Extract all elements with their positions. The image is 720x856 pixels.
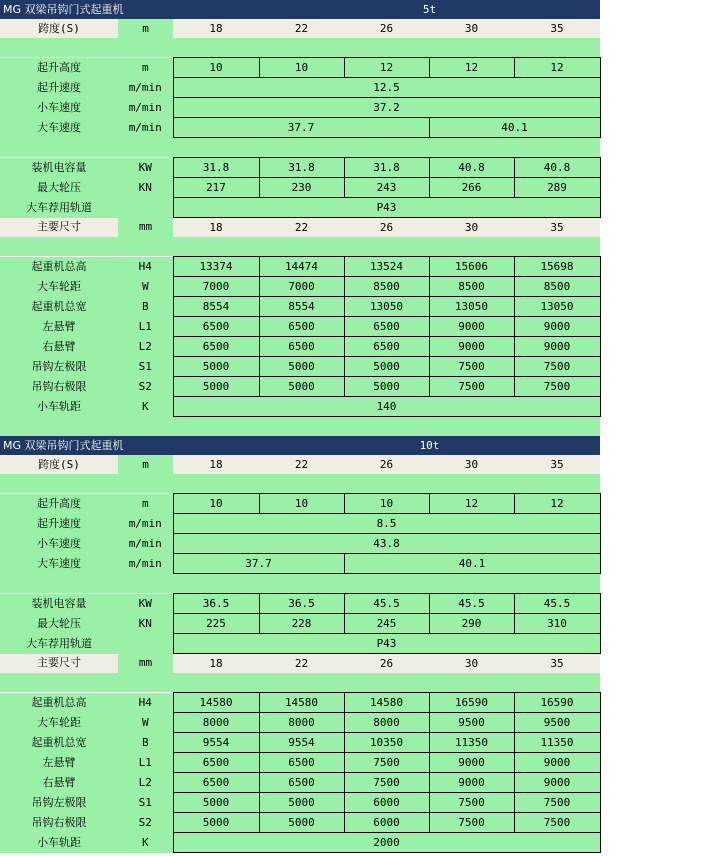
value-cell: 6500	[259, 773, 344, 793]
row-unit: S2	[118, 377, 173, 397]
header-unit: mm	[118, 654, 173, 674]
section-capacity: 5t	[259, 0, 600, 19]
spacer-row	[0, 673, 600, 693]
row-unit: KN	[118, 178, 173, 198]
row-label: 大车速度	[0, 554, 118, 574]
row-label: 大车轮距	[0, 713, 118, 733]
value-cell: 31.8	[173, 158, 259, 178]
spacer-cell	[0, 138, 600, 158]
header-span-value: 35	[514, 455, 600, 474]
spec-row	[0, 833, 600, 853]
row-label: 大车速度	[0, 118, 118, 138]
spacer-row	[0, 38, 600, 58]
value-cell: 14474	[259, 257, 344, 277]
value-cell: 10	[173, 58, 259, 78]
row-label: 最大轮压	[0, 614, 118, 634]
row-unit: S2	[118, 813, 173, 833]
value-cell: 5000	[259, 793, 344, 813]
spacer-cell	[0, 417, 600, 437]
spec-row	[0, 198, 600, 218]
value-cell: 14580	[259, 693, 344, 713]
value-cell: 40.8	[429, 158, 514, 178]
header-span-value: 30	[429, 218, 514, 238]
value-cell: 7500	[344, 773, 429, 793]
row-label: 大车荐用轨道	[0, 634, 118, 654]
spec-row	[0, 713, 600, 733]
row-unit: W	[118, 277, 173, 297]
header-label: 主要尺寸	[0, 218, 118, 238]
spec-row	[0, 317, 600, 337]
spec-row	[0, 753, 600, 773]
header-span-value: 22	[259, 654, 344, 674]
value-cell: 243	[344, 178, 429, 198]
header-span-value: 26	[344, 218, 429, 238]
value-cell: 8000	[173, 713, 259, 733]
header-span-value: 30	[429, 654, 514, 674]
value-cell: 266	[429, 178, 514, 198]
value-cell: 9500	[429, 713, 514, 733]
section-capacity: 10t	[259, 436, 600, 455]
row-unit: L2	[118, 337, 173, 357]
value-cell: 37.2	[173, 98, 600, 118]
spec-row	[0, 277, 600, 297]
row-unit: B	[118, 297, 173, 317]
spacer-cell	[0, 574, 600, 594]
row-unit: L1	[118, 317, 173, 337]
row-label: 最大轮压	[0, 178, 118, 198]
value-cell: 8500	[514, 277, 600, 297]
spacer-cell	[0, 38, 600, 58]
header-span-value: 26	[344, 19, 429, 38]
row-label: 小车速度	[0, 534, 118, 554]
value-cell: 15606	[429, 257, 514, 277]
value-cell: 10350	[344, 733, 429, 753]
value-cell: 2000	[173, 833, 600, 853]
spec-row	[0, 257, 600, 277]
row-label: 吊钩右极限	[0, 377, 118, 397]
value-cell: 8500	[429, 277, 514, 297]
spec-row	[0, 118, 600, 138]
header-label: 跨度(S)	[0, 455, 118, 474]
value-cell: 45.5	[429, 594, 514, 614]
value-cell: 9000	[514, 317, 600, 337]
group-header-row	[0, 455, 600, 474]
row-unit	[118, 634, 173, 654]
header-unit: mm	[118, 218, 173, 238]
row-label: 右悬臂	[0, 773, 118, 793]
value-cell: 5000	[173, 793, 259, 813]
row-unit: L2	[118, 773, 173, 793]
header-span-value: 22	[259, 19, 344, 38]
value-cell: 9554	[173, 733, 259, 753]
value-cell: 6000	[344, 793, 429, 813]
value-cell: 5000	[344, 357, 429, 377]
row-unit: H4	[118, 693, 173, 713]
spacer-row	[0, 417, 600, 437]
value-cell: 6500	[173, 317, 259, 337]
header-span-value: 35	[514, 654, 600, 674]
value-cell: 230	[259, 178, 344, 198]
header-label: 主要尺寸	[0, 654, 118, 674]
value-cell: 5000	[173, 357, 259, 377]
value-cell: 13050	[344, 297, 429, 317]
row-label: 起重机总高	[0, 693, 118, 713]
value-cell: 10	[259, 58, 344, 78]
value-cell: 9000	[514, 773, 600, 793]
value-cell: 7500	[429, 793, 514, 813]
value-cell: 5000	[173, 377, 259, 397]
spec-row	[0, 773, 600, 793]
row-label: 起升速度	[0, 78, 118, 98]
value-cell: 5000	[344, 377, 429, 397]
value-cell: 31.8	[344, 158, 429, 178]
spec-row	[0, 98, 600, 118]
value-cell: 7500	[514, 377, 600, 397]
header-span-value: 30	[429, 455, 514, 474]
value-cell: 45.5	[514, 594, 600, 614]
value-cell: 37.7	[173, 554, 344, 574]
row-unit: m	[118, 494, 173, 514]
row-label: 起升速度	[0, 514, 118, 534]
value-cell: 6500	[259, 337, 344, 357]
spec-row	[0, 594, 600, 614]
value-cell: 6500	[259, 753, 344, 773]
value-cell: 7500	[429, 813, 514, 833]
row-label: 左悬臂	[0, 317, 118, 337]
value-cell: 5000	[259, 813, 344, 833]
value-cell: 12.5	[173, 78, 600, 98]
row-unit: L1	[118, 753, 173, 773]
header-span-value: 18	[173, 19, 259, 38]
header-span-value: 35	[514, 218, 600, 238]
value-cell: 6500	[173, 337, 259, 357]
value-cell: 13374	[173, 257, 259, 277]
row-unit: K	[118, 397, 173, 417]
row-label: 吊钩左极限	[0, 793, 118, 813]
value-cell: 11350	[514, 733, 600, 753]
row-unit: m/min	[118, 554, 173, 574]
header-span-value: 18	[173, 455, 259, 474]
value-cell: 245	[344, 614, 429, 634]
spec-row	[0, 693, 600, 713]
row-label: 大车轮距	[0, 277, 118, 297]
value-cell: 7500	[514, 813, 600, 833]
value-cell: 9000	[429, 317, 514, 337]
value-cell: 13050	[514, 297, 600, 317]
group-header-row	[0, 218, 600, 238]
row-unit: S1	[118, 793, 173, 813]
value-cell: 9000	[429, 753, 514, 773]
value-cell: 13524	[344, 257, 429, 277]
row-unit: m/min	[118, 514, 173, 534]
value-cell: 6500	[259, 317, 344, 337]
spec-row	[0, 793, 600, 813]
header-span-value: 26	[344, 654, 429, 674]
value-cell: 8.5	[173, 514, 600, 534]
row-label: 起重机总宽	[0, 733, 118, 753]
section-title-row	[0, 0, 600, 19]
row-unit: B	[118, 733, 173, 753]
value-cell: P43	[173, 198, 600, 218]
value-cell: 7500	[429, 357, 514, 377]
value-cell: 14580	[344, 693, 429, 713]
spec-row	[0, 554, 600, 574]
header-unit: m	[118, 19, 173, 38]
row-unit: H4	[118, 257, 173, 277]
value-cell: 5000	[173, 813, 259, 833]
value-cell: 13050	[429, 297, 514, 317]
spec-row	[0, 514, 600, 534]
value-cell: 289	[514, 178, 600, 198]
value-cell: 31.8	[259, 158, 344, 178]
value-cell: 9000	[429, 337, 514, 357]
value-cell: 9000	[429, 773, 514, 793]
header-label: 跨度(S)	[0, 19, 118, 38]
value-cell: 310	[514, 614, 600, 634]
value-cell: 11350	[429, 733, 514, 753]
value-cell: 9000	[514, 337, 600, 357]
spec-row	[0, 178, 600, 198]
spacer-cell	[0, 474, 600, 494]
spec-row	[0, 634, 600, 654]
header-span-value: 22	[259, 455, 344, 474]
value-cell: 217	[173, 178, 259, 198]
value-cell: 12	[514, 58, 600, 78]
row-label: 起重机总宽	[0, 297, 118, 317]
value-cell: 16590	[429, 693, 514, 713]
header-span-value: 22	[259, 218, 344, 238]
value-cell: 290	[429, 614, 514, 634]
header-span-value: 30	[429, 19, 514, 38]
value-cell: 45.5	[344, 594, 429, 614]
value-cell: 6000	[344, 813, 429, 833]
spacer-row	[0, 237, 600, 257]
value-cell: 140	[173, 397, 600, 417]
group-header-row	[0, 19, 600, 38]
value-cell: 7000	[173, 277, 259, 297]
row-unit: KW	[118, 158, 173, 178]
row-label: 左悬臂	[0, 753, 118, 773]
spec-row	[0, 494, 600, 514]
value-cell: 8554	[259, 297, 344, 317]
section-title-row	[0, 436, 600, 455]
value-cell: 6500	[344, 337, 429, 357]
value-cell: 10	[259, 494, 344, 514]
spec-row	[0, 58, 600, 78]
value-cell: 40.8	[514, 158, 600, 178]
value-cell: 7500	[344, 753, 429, 773]
value-cell: 7500	[514, 357, 600, 377]
row-label: 小车轨距	[0, 397, 118, 417]
value-cell: 40.1	[344, 554, 600, 574]
spec-row	[0, 614, 600, 634]
value-cell: 8000	[344, 713, 429, 733]
row-unit: W	[118, 713, 173, 733]
value-cell: 16590	[514, 693, 600, 713]
row-label: 吊钩左极限	[0, 357, 118, 377]
value-cell: 5000	[259, 357, 344, 377]
row-label: 装机电容量	[0, 594, 118, 614]
row-unit: m/min	[118, 118, 173, 138]
spec-row	[0, 377, 600, 397]
row-label: 小车速度	[0, 98, 118, 118]
row-label: 起重机总高	[0, 257, 118, 277]
spec-row	[0, 813, 600, 833]
value-cell: 6500	[173, 773, 259, 793]
header-span-value: 18	[173, 654, 259, 674]
section-title: MG 双梁吊钩门式起重机	[0, 0, 259, 19]
value-cell: 12	[429, 58, 514, 78]
value-cell: 8500	[344, 277, 429, 297]
value-cell: 8000	[259, 713, 344, 733]
value-cell: 12	[429, 494, 514, 514]
spec-row	[0, 534, 600, 554]
value-cell: 36.5	[173, 594, 259, 614]
row-unit: S1	[118, 357, 173, 377]
value-cell: 10	[344, 494, 429, 514]
row-label: 大车荐用轨道	[0, 198, 118, 218]
row-unit: m/min	[118, 534, 173, 554]
row-label: 吊钩右极限	[0, 813, 118, 833]
value-cell: 9500	[514, 713, 600, 733]
value-cell: 36.5	[259, 594, 344, 614]
row-unit: K	[118, 833, 173, 853]
row-unit: KN	[118, 614, 173, 634]
value-cell: 12	[344, 58, 429, 78]
spacer-row	[0, 474, 600, 494]
value-cell: 15698	[514, 257, 600, 277]
value-cell: 7000	[259, 277, 344, 297]
row-label: 右悬臂	[0, 337, 118, 357]
header-span-value: 18	[173, 218, 259, 238]
row-unit: m	[118, 58, 173, 78]
value-cell: 7500	[514, 793, 600, 813]
value-cell: 12	[514, 494, 600, 514]
spec-row	[0, 78, 600, 98]
value-cell: 43.8	[173, 534, 600, 554]
spacer-cell	[0, 237, 600, 257]
value-cell: 40.1	[429, 118, 600, 138]
row-unit	[118, 198, 173, 218]
header-unit: m	[118, 455, 173, 474]
row-label: 小车轨距	[0, 833, 118, 853]
section-title: MG 双梁吊钩门式起重机	[0, 436, 259, 455]
spec-row	[0, 733, 600, 753]
row-label: 装机电容量	[0, 158, 118, 178]
row-unit: KW	[118, 594, 173, 614]
value-cell: 10	[173, 494, 259, 514]
spec-row	[0, 297, 600, 317]
value-cell: 6500	[173, 753, 259, 773]
spec-row	[0, 397, 600, 417]
value-cell: 5000	[259, 377, 344, 397]
value-cell: 37.7	[173, 118, 429, 138]
spacer-row	[0, 574, 600, 594]
value-cell: 9554	[259, 733, 344, 753]
header-span-value: 26	[344, 455, 429, 474]
spacer-row	[0, 138, 600, 158]
row-label: 起升高度	[0, 494, 118, 514]
value-cell: 7500	[429, 377, 514, 397]
value-cell: 14580	[173, 693, 259, 713]
value-cell: 9000	[514, 753, 600, 773]
row-unit: m/min	[118, 78, 173, 98]
spacer-cell	[0, 673, 600, 693]
value-cell: 225	[173, 614, 259, 634]
value-cell: 6500	[344, 317, 429, 337]
spec-row	[0, 158, 600, 178]
spec-row	[0, 337, 600, 357]
value-cell: 8554	[173, 297, 259, 317]
row-unit: m/min	[118, 98, 173, 118]
group-header-row	[0, 654, 600, 674]
value-cell: 228	[259, 614, 344, 634]
header-span-value: 35	[514, 19, 600, 38]
value-cell: P43	[173, 634, 600, 654]
spec-row	[0, 357, 600, 377]
row-label: 起升高度	[0, 58, 118, 78]
